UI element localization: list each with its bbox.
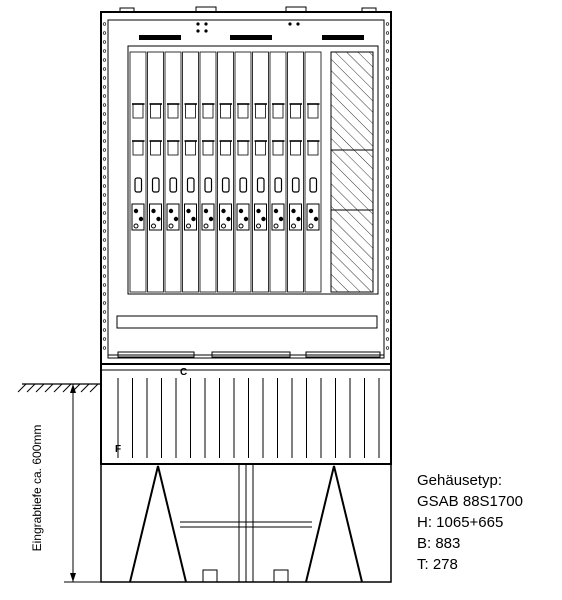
side-screw	[386, 257, 389, 260]
spec-block	[417, 470, 557, 575]
side-screw	[386, 212, 389, 215]
side-screw	[103, 131, 106, 134]
side-screw	[386, 293, 389, 296]
side-screw	[386, 320, 389, 323]
fuse-contact-top	[221, 104, 231, 118]
fuse-contact-mid	[308, 141, 318, 155]
fuse-strip	[253, 52, 269, 292]
side-screw	[386, 59, 389, 62]
cable-channel	[117, 316, 377, 328]
fuse-contact-top	[238, 104, 248, 118]
side-screw	[103, 41, 106, 44]
fuse-contact-mid	[273, 141, 283, 155]
top-slot-right	[322, 35, 364, 40]
fuse-contact-top	[151, 104, 161, 118]
foundation-strut-left	[130, 466, 186, 582]
fuse-window	[310, 178, 317, 192]
foundation-foot-left	[203, 570, 217, 582]
side-screw	[386, 86, 389, 89]
ground-hatch-mark	[27, 384, 35, 392]
terminal-screw	[187, 224, 191, 228]
top-slot-center	[230, 35, 272, 40]
ground-hatch-mark	[36, 384, 44, 392]
ground-hatch-mark	[81, 384, 89, 392]
side-screw	[103, 320, 106, 323]
fuse-contact-mid	[221, 141, 231, 155]
side-screw	[103, 329, 106, 332]
side-screw	[386, 32, 389, 35]
fuse-contact-top	[133, 104, 143, 118]
hatched-panel	[331, 52, 373, 292]
side-screw	[103, 77, 106, 80]
fuse-window	[275, 178, 282, 192]
side-screw	[103, 275, 106, 278]
depth-arrow-bottom	[70, 573, 76, 582]
side-screw	[386, 122, 389, 125]
fuse-strip	[200, 52, 216, 292]
side-screw	[103, 221, 106, 224]
side-screw	[103, 230, 106, 233]
terminal-screw	[292, 224, 296, 228]
side-screw	[386, 248, 389, 251]
terminal-screw	[186, 209, 190, 213]
fuse-window	[258, 178, 265, 192]
fuse-contact-mid	[186, 141, 196, 155]
side-screw	[386, 194, 389, 197]
side-screw	[103, 104, 106, 107]
terminal-screw	[239, 209, 243, 213]
side-screw	[103, 203, 106, 206]
side-screw	[103, 185, 106, 188]
ground-hatch-mark	[63, 384, 71, 392]
side-screw	[386, 140, 389, 143]
fuse-strip-body	[148, 52, 164, 292]
foundation-foot-right	[274, 570, 288, 582]
depth-label: Eingrabtiefe ca. 600mm	[30, 424, 44, 552]
side-screw	[386, 338, 389, 341]
side-screw	[103, 239, 106, 242]
terminal-screw	[191, 217, 195, 221]
side-screw	[386, 167, 389, 170]
fuse-strip-body	[183, 52, 199, 292]
side-screw	[103, 113, 106, 116]
plinth-ribs	[118, 378, 379, 458]
ground-hatch-mark	[45, 384, 53, 392]
terminal-screw	[314, 217, 318, 221]
side-screw	[386, 41, 389, 44]
fuse-contact-mid	[238, 141, 248, 155]
terminal-screw	[257, 224, 261, 228]
marker-c: C	[180, 367, 188, 378]
ground-hatch-mark	[54, 384, 62, 392]
spec-depth: T: 278	[417, 556, 458, 573]
spec-type-label: Gehäusetyp:	[417, 472, 503, 489]
terminal-screw	[222, 224, 226, 228]
side-screw	[103, 95, 106, 98]
fuse-strip-body	[130, 52, 146, 292]
side-screw	[103, 302, 106, 305]
foundation-strut-right	[306, 466, 362, 582]
terminal-screw	[274, 209, 278, 213]
terminal-screw	[209, 217, 213, 221]
fuse-contact-mid	[203, 141, 213, 155]
fuse-strip-body	[253, 52, 269, 292]
terminal-screw	[156, 217, 160, 221]
terminal-screw	[261, 217, 265, 221]
fuse-strip	[165, 52, 181, 292]
fuse-strip	[305, 52, 321, 292]
fuse-contact-mid	[256, 141, 266, 155]
side-screw	[386, 77, 389, 80]
side-screw	[103, 167, 106, 170]
terminal-screw	[291, 209, 295, 213]
fuse-strip	[183, 52, 199, 292]
side-screw	[103, 284, 106, 287]
terminal-screw	[134, 224, 138, 228]
fuse-window	[240, 178, 247, 192]
terminal-screw	[152, 224, 156, 228]
side-screw	[386, 311, 389, 314]
ground-hatch-mark	[18, 384, 26, 392]
side-screw	[386, 68, 389, 71]
side-screw	[103, 86, 106, 89]
terminal-screw	[244, 217, 248, 221]
terminal-screw	[174, 217, 178, 221]
side-screw	[386, 239, 389, 242]
side-screw	[386, 158, 389, 161]
side-screw	[103, 311, 106, 314]
side-screw	[386, 50, 389, 53]
fuse-window	[293, 178, 300, 192]
fuse-window	[153, 178, 160, 192]
side-screw	[386, 221, 389, 224]
terminal-screw	[309, 209, 313, 213]
fuse-window	[205, 178, 212, 192]
terminal-screw	[134, 209, 138, 213]
side-screw	[103, 59, 106, 62]
side-screw	[386, 23, 389, 26]
terminal-screw	[169, 209, 173, 213]
terminal-screw	[309, 224, 313, 228]
side-screw	[103, 347, 106, 350]
side-screw	[103, 140, 106, 143]
terminal-screw	[169, 224, 173, 228]
side-screw	[386, 149, 389, 152]
fuse-strip	[148, 52, 164, 292]
side-screw	[386, 302, 389, 305]
fuse-contact-top	[291, 104, 301, 118]
terminal-screw	[256, 209, 260, 213]
fuse-strip-body	[200, 52, 216, 292]
side-screw	[386, 230, 389, 233]
fuse-contact-top	[308, 104, 318, 118]
top-screws	[196, 22, 299, 32]
side-screw	[103, 68, 106, 71]
terminal-screw	[226, 217, 230, 221]
terminal-screw	[274, 224, 278, 228]
side-screw	[386, 95, 389, 98]
fuse-contact-top	[256, 104, 266, 118]
side-screw	[103, 338, 106, 341]
side-screw	[103, 257, 106, 260]
terminal-screw	[204, 209, 208, 213]
side-screw	[386, 176, 389, 179]
fuse-strip	[235, 52, 251, 292]
side-screw	[103, 23, 106, 26]
fuse-strip-body	[270, 52, 286, 292]
side-screw	[386, 266, 389, 269]
side-screw	[103, 212, 106, 215]
fuse-strips	[130, 52, 321, 292]
fuse-strip-body	[235, 52, 251, 292]
terminal-screw	[239, 224, 243, 228]
side-screw	[103, 50, 106, 53]
fuse-contact-top	[273, 104, 283, 118]
side-screw	[386, 104, 389, 107]
side-screw	[386, 113, 389, 116]
side-screw	[386, 329, 389, 332]
fuse-strip	[270, 52, 286, 292]
spec-width: B: 883	[417, 535, 461, 552]
fuse-strip-body	[218, 52, 234, 292]
fuse-strip-body	[305, 52, 321, 292]
side-screw	[103, 293, 106, 296]
side-screw	[386, 131, 389, 134]
side-screw	[386, 347, 389, 350]
terminal-screw	[151, 209, 155, 213]
fuse-window	[135, 178, 142, 192]
fuse-strip-body	[288, 52, 304, 292]
side-screw	[103, 32, 106, 35]
side-screw	[103, 176, 106, 179]
fuse-window	[188, 178, 195, 192]
fuse-contact-top	[186, 104, 196, 118]
spec-height: H: 1065+665	[417, 514, 504, 531]
fuse-contact-mid	[133, 141, 143, 155]
fuse-strip	[288, 52, 304, 292]
fuse-strip-body	[165, 52, 181, 292]
terminal-screw	[139, 217, 143, 221]
side-screw	[103, 149, 106, 152]
fuse-contact-top	[168, 104, 178, 118]
side-screw	[103, 248, 106, 251]
side-screw	[386, 284, 389, 287]
fuse-contact-top	[203, 104, 213, 118]
terminal-screw	[296, 217, 300, 221]
ground-hatch-mark	[90, 384, 98, 392]
marker-f: F	[115, 444, 122, 455]
terminal-screw	[221, 209, 225, 213]
side-screw	[103, 194, 106, 197]
fuse-contact-mid	[291, 141, 301, 155]
terminal-screw	[204, 224, 208, 228]
side-screw	[386, 203, 389, 206]
fuse-window	[223, 178, 230, 192]
fuse-strip	[130, 52, 146, 292]
side-screw	[103, 158, 106, 161]
plinth-frame	[101, 364, 391, 464]
ground-hatch	[18, 384, 98, 392]
terminal-screw	[279, 217, 283, 221]
side-screw	[103, 266, 106, 269]
top-slot-left	[139, 35, 181, 40]
fuse-contact-mid	[168, 141, 178, 155]
side-screw	[386, 275, 389, 278]
side-screw	[386, 185, 389, 188]
fuse-strip	[218, 52, 234, 292]
fuse-window	[170, 178, 177, 192]
fuse-contact-mid	[151, 141, 161, 155]
side-screw	[103, 122, 106, 125]
spec-model: GSAB 88S1700	[417, 493, 523, 510]
